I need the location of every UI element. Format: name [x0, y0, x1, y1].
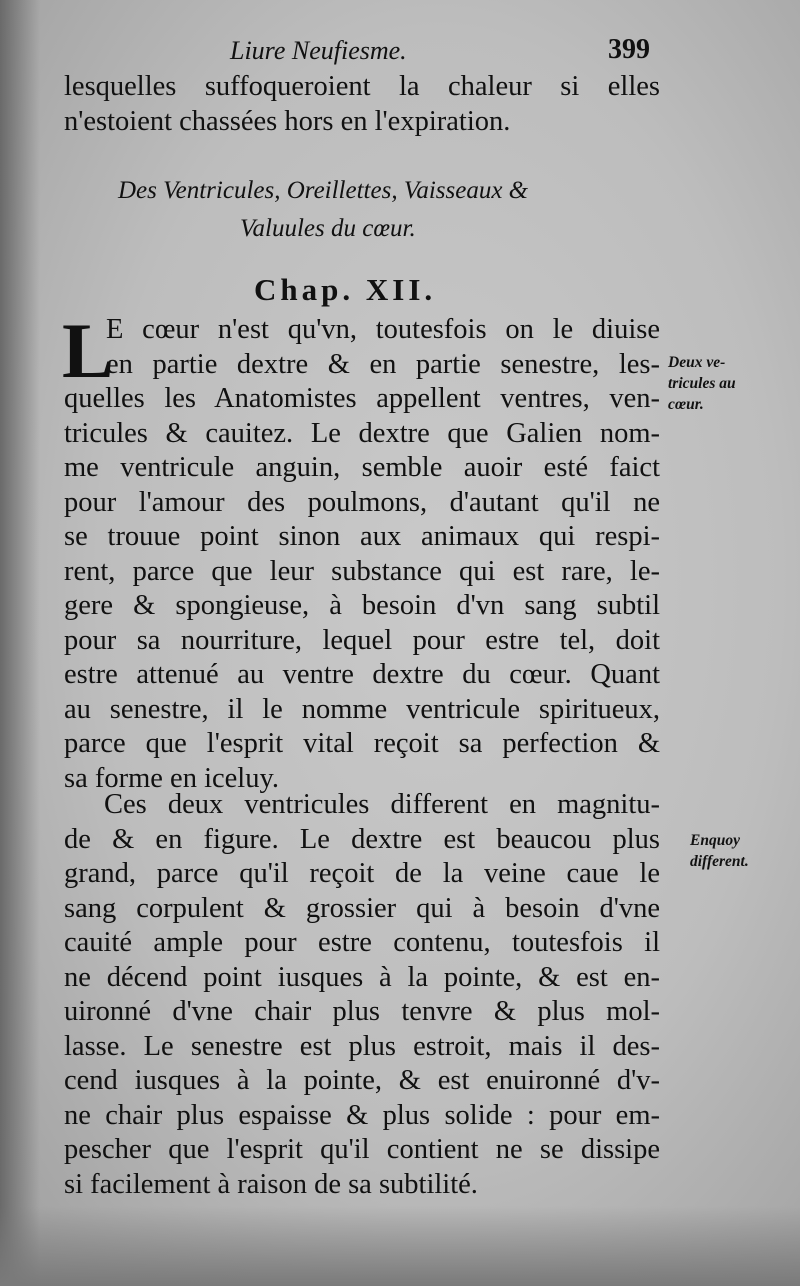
margin-note-ventricles — [668, 352, 736, 415]
text-line: pour l'amour des poulmons, d'autant qu'il ne — [64, 486, 660, 518]
section-title — [118, 172, 598, 248]
drop-cap: L — [62, 307, 115, 394]
text-line: sang corpulent & grossier qui à besoin d'vne — [64, 892, 660, 924]
text-line: n'estoient chassées hors en l'expiration. — [64, 105, 511, 137]
paragraph-1 — [62, 307, 660, 796]
margin-note-line: Deux ve- — [668, 354, 726, 371]
text-line: grand, parce qu'il reçoit de la veine caue le — [64, 858, 660, 889]
text-line: cauité ample pour estre contenu, toutesfois il — [64, 927, 660, 958]
text-line: si facilement à raison de sa subtilité. — [64, 1168, 478, 1200]
text-line: E cœur n'est qu'vn, toutesfois on le diuise — [106, 314, 660, 345]
text-line: cend iusques à la pointe, & est enuironné d'v- — [64, 1065, 660, 1096]
text-line: lesquelles suffoqueroient la chaleur si elles — [64, 71, 660, 102]
text-line: sa forme en iceluy. — [64, 762, 279, 794]
running-title: Liure Neufiesme. — [230, 36, 407, 65]
text-line: pour sa nourriture, lequel pour estre tel, doit — [64, 624, 660, 656]
text-line: ne chair plus espaisse & plus solide : pour em- — [64, 1099, 660, 1131]
text-line: me ventricule anguin, semble auoir esté faict — [64, 452, 660, 483]
running-head — [230, 34, 650, 74]
text-line: quelles les Anatomistes appellent ventres, ven- — [64, 383, 660, 414]
bottom-shadow — [0, 1206, 800, 1286]
section-title-line: Valuules du cœur. — [240, 215, 416, 242]
text-line: estre attenué au ventre dextre du cœur. Quant — [64, 659, 660, 690]
margin-note-line: Enquoy — [690, 832, 740, 849]
text-line: se trouue point sinon aux animaux qui respi- — [64, 521, 660, 552]
text-line: de & en figure. Le dextre est beaucou plus — [64, 823, 660, 855]
page-number: 399 — [608, 34, 650, 65]
chapter-heading: Chap. XII. — [254, 272, 437, 307]
text-line: pescher que l'esprit qu'il contient ne se dissipe — [64, 1134, 660, 1165]
text-line: Ces deux ventricules different en magnitu- — [104, 789, 660, 820]
margin-note-line: cœur. — [668, 396, 704, 413]
margin-note-line: tricules au — [668, 375, 736, 392]
text-line: uironné d'vne chair plus tenvre & plus mol- — [64, 996, 660, 1027]
text-line: rent, parce que leur substance qui est rare, le- — [64, 555, 660, 587]
section-title-line: Des Ventricules, Oreillettes, Vaisseaux & — [118, 177, 529, 204]
gutter-shadow — [0, 0, 40, 1286]
text-line: en partie dextre & en partie senestre, les- — [106, 348, 660, 380]
text-line: ne décend point iusques à la pointe, & est en- — [64, 961, 660, 993]
text-line: lasse. Le senestre est plus estroit, mais il des- — [64, 1030, 660, 1062]
text-line: parce que l'esprit vital reçoit sa perfection & — [64, 728, 660, 759]
text-line: au senestre, il le nomme ventricule spiritueux, — [64, 693, 660, 725]
text-line: gere & spongieuse, à besoin d'vn sang subtil — [64, 590, 660, 621]
continued-text — [64, 70, 660, 139]
text-line: tricules & cauitez. Le dextre que Galien nom- — [64, 417, 660, 449]
paragraph-2 — [64, 788, 660, 1202]
margin-note-line: different. — [690, 853, 749, 870]
margin-note-differences — [690, 830, 749, 872]
